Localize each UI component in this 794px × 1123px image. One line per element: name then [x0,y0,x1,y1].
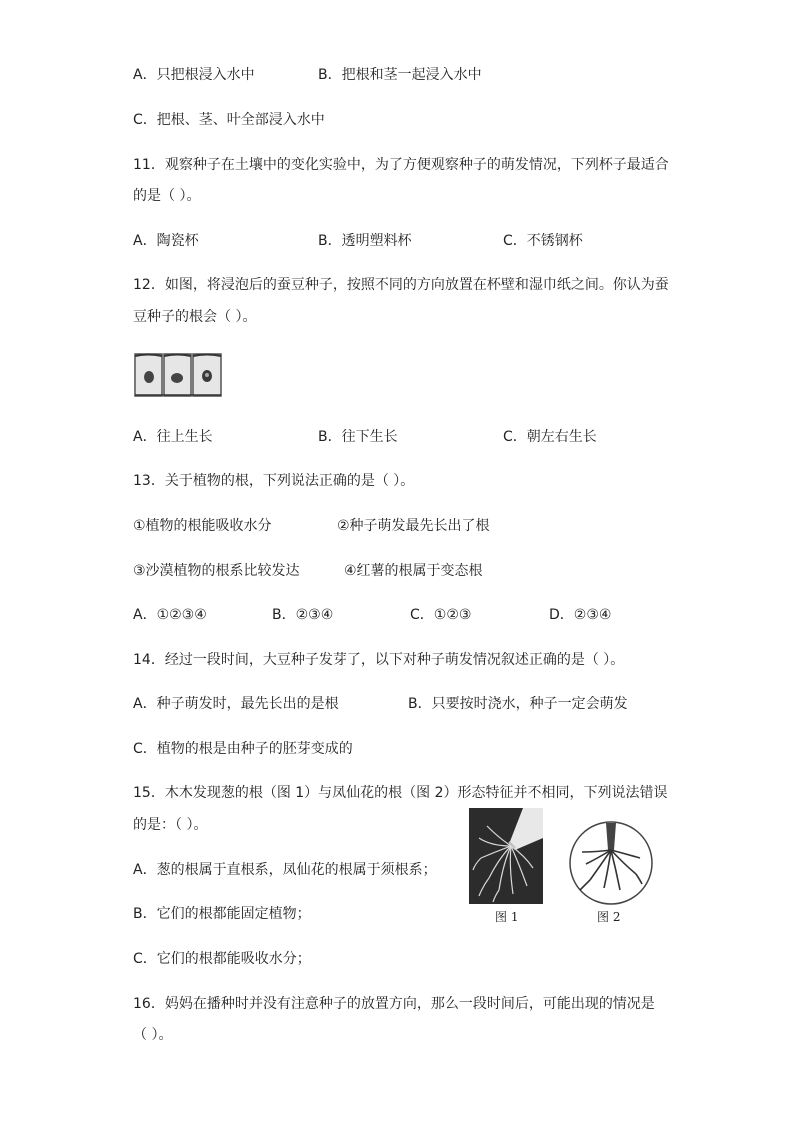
q12-option-c: C．朝左右生长 [503,429,597,445]
q11-option-b: B．透明塑料杯 [318,233,412,249]
q15-option-c: C．它们的根都能吸收水分； [133,951,311,967]
q14-option-b: B．只要按时浇水，种子一定会萌发 [408,696,628,712]
q14-option-a: A．种子萌发时，最先长出的是根 [133,696,339,712]
q14-text-line1: 14．经过一段时间，大豆种子发芽了，以下对种子萌发情况叙述正确的是（ ）。 [133,652,625,668]
onion-root-image [469,808,543,904]
q11-option-c: C．不锈钢杯 [503,233,583,249]
q16-text-line1: 16．妈妈在播种时并没有注意种子的放置方向，那么一段时间后，可能出现的情况是 [133,996,655,1012]
q13-text-line1: 13．关于植物的根，下列说法正确的是（ ）。 [133,473,415,489]
q12-option-b: B．往下生长 [318,429,398,445]
q15-option-b: B．它们的根都能固定植物； [133,906,311,922]
q10-option-b: B．把根和茎一起浸入水中 [318,67,482,83]
q13-statement-1: ①植物的根能吸收水分 [133,518,272,534]
q12-option-a: A．往上生长 [133,429,213,445]
q13-statement-2: ②种子萌发最先长出了根 [337,518,490,534]
q13-option-c: C．①②③ [410,607,472,623]
q11-text-line1: 11．观察种子在土壤中的变化实验中，为了方便观察种子的萌发情况，下列杯子最适合 [133,157,669,173]
q12-text-line2: 豆种子的根会（ ）。 [133,309,257,325]
q15-text-line1: 15．木木发现葱的根（图 1）与凤仙花的根（图 2）形态特征并不相同，下列说法错误 [133,785,668,801]
figure-1-caption: 图 1 [495,910,519,924]
q10-option-a: A．只把根浸入水中 [133,67,255,83]
q16-text-line2: （ ）。 [133,1027,173,1043]
q13-statement-3: ③沙漠植物的根系比较发达 [133,563,300,579]
q14-option-c: C．植物的根是由种子的胚芽变成的 [133,741,353,757]
figure-2-caption: 图 2 [597,910,621,924]
q10-option-c: C．把根、茎、叶全部浸入水中 [133,112,325,128]
q13-option-d: D．②③④ [549,607,612,623]
seed-cups-image [134,353,222,397]
q15-text-line2: 的是：（ ）。 [133,817,208,833]
q12-text-line1: 12．如图，将浸泡后的蚕豆种子，按照不同的方向放置在杯壁和湿巾纸之间。你认为蚕 [133,277,669,293]
q13-option-a: A．①②③④ [133,607,207,623]
q13-option-b: B．②③④ [272,607,334,623]
q11-text-line2: 的是（ ）。 [133,188,201,204]
balsam-root-image [568,820,654,906]
q15-option-a: A．葱的根属于直根系，凤仙花的根属于须根系； [133,862,437,878]
q13-statement-4: ④红薯的根属于变态根 [344,563,483,579]
q11-option-a: A．陶瓷杯 [133,233,199,249]
